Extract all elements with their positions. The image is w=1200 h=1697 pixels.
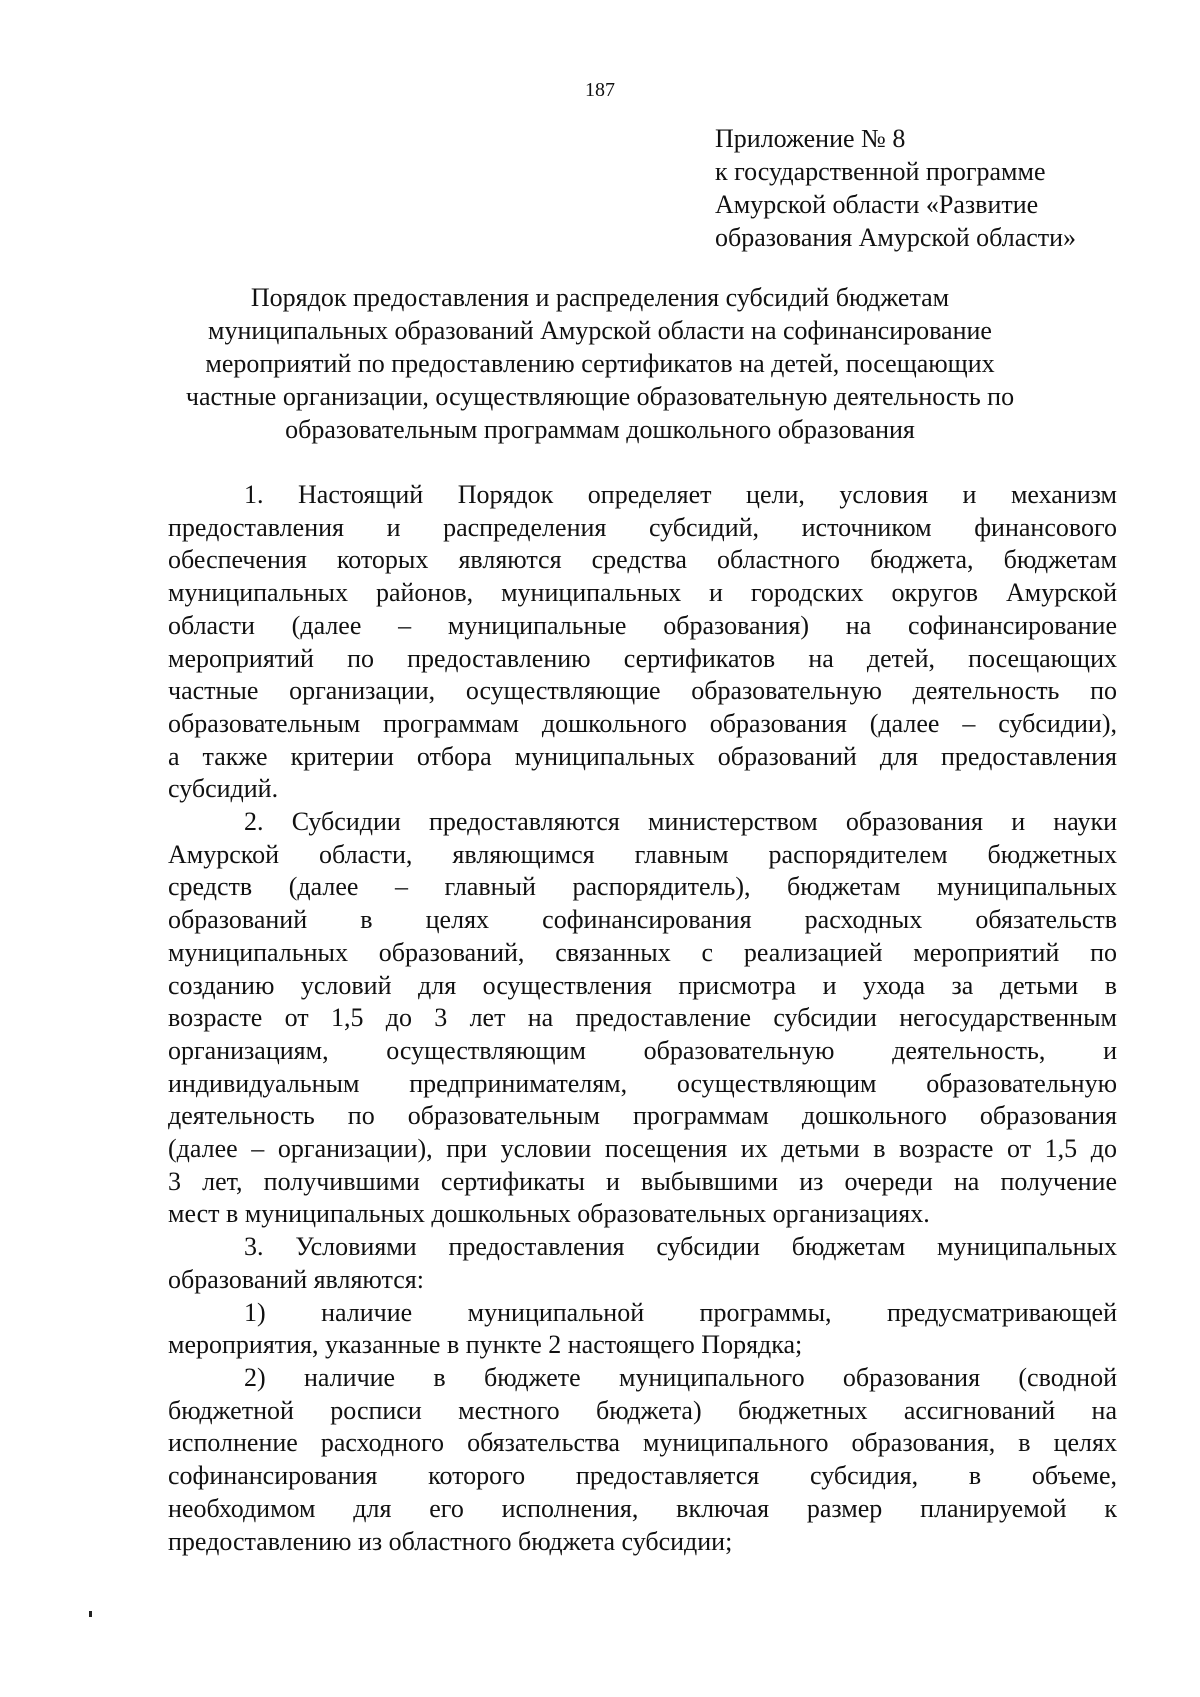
paragraph-2-line: индивидуальным предпринимателям, осуществляющим образовательную	[168, 1068, 1117, 1098]
appendix-line: к государственной программе	[715, 157, 1046, 186]
list-item-2-line: исполнение расходного обязательства муниципального образования, в целях	[168, 1428, 1117, 1458]
paragraph-1-line: предоставления и распределения субсидий, источником финансового	[168, 512, 1117, 542]
paragraph-2-line: (далее – организации), при условии посещения их детьми в возрасте от 1,5 до	[168, 1134, 1117, 1164]
paragraph-1-line: муниципальных районов, муниципальных и городских округов Амурской	[168, 578, 1117, 608]
list-item-2-line: 2) наличие в бюджете муниципального образования (сводной	[244, 1362, 1117, 1392]
paragraph-1-line: 1. Настоящий Порядок определяет цели, условия и механизм	[244, 480, 1117, 509]
appendix-line: Приложение № 8	[715, 124, 906, 153]
paragraph-1-line: мероприятий по предоставлению сертификатов на детей, посещающих	[168, 643, 1117, 673]
paragraph-3-line: образований являются:	[168, 1264, 424, 1294]
list-item-2-line: бюджетной росписи местного бюджета) бюджетных ассигнований на	[168, 1395, 1117, 1425]
paragraph-2-line: образований в целях софинансирования расходных обязательств	[168, 905, 1117, 935]
paragraph-2-line: муниципальных образований, связанных с реализацией мероприятий по	[168, 937, 1117, 967]
paragraph-2-line: 2. Субсидии предоставляются министерством образования и науки	[244, 807, 1117, 837]
appendix-line: образования Амурской области»	[715, 223, 1077, 252]
paragraph-2-line: организациям, осуществляющим образовательную деятельность, и	[168, 1035, 1117, 1065]
paragraph-2-line: средств (далее – главный распорядитель), бюджетам муниципальных	[168, 872, 1117, 902]
title-line: мероприятий по предоставлению сертификатов на детей, посещающих	[205, 349, 995, 378]
document-body	[168, 479, 1117, 1558]
list-item-2-line: предоставлению из областного бюджета субсидии;	[168, 1526, 733, 1556]
paragraph-3-line: 3. Условиями предоставления субсидии бюджетам муниципальных	[244, 1232, 1117, 1262]
title-line: муниципальных образований Амурской области на софинансирование	[208, 316, 992, 345]
list-item-1-line: 1) наличие муниципальной программы, предусматривающей	[244, 1297, 1117, 1327]
title-line: частные организации, осуществляющие образовательную деятельность по	[185, 382, 1015, 411]
list-item-1-line: мероприятия, указанные в пункте 2 настоящего Порядка;	[168, 1330, 803, 1360]
document-title	[150, 281, 1050, 446]
list-item-2-line: необходимом для его исполнения, включая размер планируемой к	[168, 1493, 1117, 1523]
scan-mark	[89, 1611, 92, 1617]
paragraph-2-line: возрасте от 1,5 до 3 лет на предоставление субсидии негосударственным	[168, 1003, 1117, 1033]
paragraph-2-line: деятельность по образовательным программам дошкольного образования	[168, 1101, 1117, 1131]
title-line: Порядок предоставления и распределения субсидий бюджетам	[250, 283, 950, 312]
title-line: образовательным программам дошкольного образования	[285, 415, 915, 444]
paragraph-1-line: обеспечения которых являются средства областного бюджета, бюджетам	[168, 545, 1117, 575]
paragraph-1-line: области (далее – муниципальные образования) на софинансирование	[168, 610, 1117, 640]
list-item-2-line: софинансирования которого предоставляется субсидия, в объеме,	[168, 1461, 1117, 1491]
page-number: 187	[585, 79, 615, 101]
paragraph-2-line: Амурской области, являющимся главным распорядителем бюджетных	[168, 839, 1117, 869]
paragraph-1-line: частные организации, осуществляющие образовательную деятельность по	[168, 676, 1117, 706]
paragraph-1-line: а также критерии отбора муниципальных образований для предоставления	[168, 741, 1117, 771]
paragraph-2-line: 3 лет, получившими сертификаты и выбывшими из очереди на получение	[168, 1166, 1117, 1196]
appendix-line: Амурской области «Развитие	[715, 190, 1039, 219]
paragraph-1-line: субсидий.	[168, 774, 279, 804]
appendix-note	[715, 122, 1155, 254]
paragraph-1-line: образовательным программам дошкольного образования (далее – субсидии),	[168, 708, 1117, 738]
paragraph-2-line: мест в муниципальных дошкольных образовательных организациях.	[168, 1199, 930, 1229]
paragraph-2-line: созданию условий для осуществления присмотра и ухода за детьми в	[168, 970, 1117, 1000]
